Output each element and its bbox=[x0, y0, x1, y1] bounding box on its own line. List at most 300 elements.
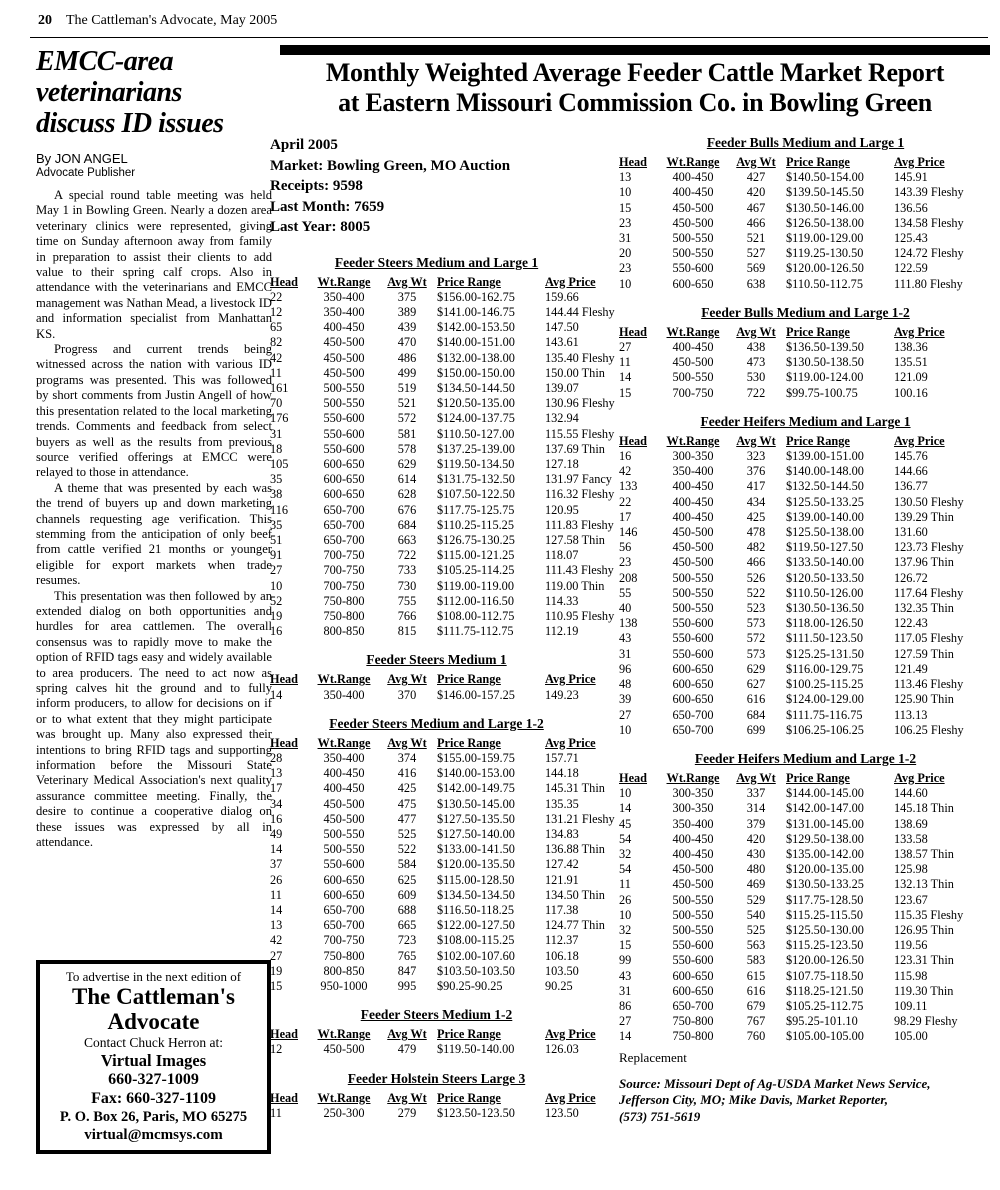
table-cell: 700-750 bbox=[323, 563, 365, 578]
table-cell: $120.50-135.00 bbox=[437, 396, 515, 411]
report-right-column bbox=[619, 135, 992, 1134]
ad-title-line1: The Cattleman's bbox=[72, 984, 235, 1009]
table-row bbox=[270, 396, 603, 411]
table-cell: 139.07 bbox=[545, 380, 579, 395]
table-cell: 19 bbox=[270, 963, 283, 978]
table-cell: $134.50-134.50 bbox=[437, 887, 515, 902]
table-cell: $107.50-122.50 bbox=[437, 487, 515, 502]
page-number: 20 bbox=[38, 13, 52, 28]
table-row bbox=[619, 631, 992, 646]
table-cell: 400-450 bbox=[323, 320, 365, 335]
table-cell: 522 bbox=[746, 585, 766, 600]
table-cell: 478 bbox=[746, 525, 766, 540]
table-cell: $132.00-138.00 bbox=[437, 350, 515, 365]
table-row bbox=[619, 877, 992, 892]
table-cell: 650-700 bbox=[672, 707, 714, 722]
table-row bbox=[270, 381, 603, 396]
table-cell: 133.58 bbox=[894, 831, 928, 846]
table-row bbox=[270, 766, 603, 781]
table-title: Feeder Steers Medium and Large 1 bbox=[334, 254, 539, 270]
table-cell: 350-400 bbox=[672, 464, 714, 479]
table-cell: 800-850 bbox=[323, 963, 365, 978]
table-cell: 581 bbox=[397, 426, 417, 441]
table-row bbox=[270, 351, 603, 366]
table-cell: 116.32 Fleshy bbox=[545, 487, 615, 502]
table-header-row bbox=[619, 771, 992, 786]
ad-fax-number: Fax: 660-327-1109 bbox=[91, 1090, 216, 1107]
table-cell: 522 bbox=[397, 842, 417, 857]
table-cell: 500-550 bbox=[323, 380, 365, 395]
article-title bbox=[36, 46, 272, 139]
table-cell: 600-650 bbox=[672, 692, 714, 707]
table-cell: 117.38 bbox=[545, 903, 579, 918]
table-cell: 614 bbox=[397, 472, 417, 487]
table-cell: 450-500 bbox=[672, 200, 714, 215]
table-cell: 54 bbox=[619, 831, 632, 846]
table-cell: 663 bbox=[397, 532, 417, 547]
table-cell: 127.59 Thin bbox=[894, 646, 954, 661]
text-line: Last Year: 8005 bbox=[270, 219, 371, 235]
text-line: Jefferson City, MO; Mike Davis, Market Reporter, bbox=[619, 1092, 889, 1108]
table-cell: 115.55 Fleshy bbox=[545, 426, 615, 441]
column-header: Avg Price bbox=[545, 735, 596, 750]
table-cell: $144.00-145.00 bbox=[786, 786, 864, 801]
table-cell: 314 bbox=[746, 801, 766, 816]
table-cell: 450-500 bbox=[323, 796, 365, 811]
table-header-row bbox=[619, 325, 992, 340]
table-row bbox=[619, 170, 992, 185]
column-header: Avg Price bbox=[894, 324, 945, 339]
table-cell: $102.00-107.60 bbox=[437, 948, 515, 963]
table-cell: 15 bbox=[619, 938, 632, 953]
ad-intro-text: To advertise in the next edition of bbox=[65, 969, 242, 984]
table-cell: $130.50-136.50 bbox=[786, 601, 864, 616]
table-cell: 112.19 bbox=[545, 624, 579, 639]
table-cell: 400-450 bbox=[323, 766, 365, 781]
market-table bbox=[270, 715, 615, 994]
table-row bbox=[270, 979, 603, 994]
table-cell: 131.21 Fleshy bbox=[545, 811, 615, 826]
table-cell: 133 bbox=[619, 479, 638, 494]
report-title-line1: Monthly Weighted Average Feeder Cattle Market Report bbox=[325, 58, 945, 87]
article-paragraph: This presentation was then followed by an extended dialog on both opportunities and hurdles for area cattlemen. The overall consensus was to rapidly move to make the option of RFID tags easy and widely available to area producers. The need to act now as spring calves hit the ground and to fully inform producers, to allow for decisions on if or to what extent that they might participate was brought up. Many also expressed their intentions to bring RFID tags and supporting information before the Missouri State Veterinary Medical Association's next quality assurance committee meeting. Finally, the desire to continue a cooperative dialog on these issues was expressed by all in attendance. bbox=[36, 588, 272, 850]
table-cell: 600-650 bbox=[323, 456, 365, 471]
table-cell: 150.00 Thin bbox=[545, 365, 605, 380]
table-row bbox=[270, 503, 603, 518]
table-cell: 527 bbox=[746, 246, 766, 261]
table-cell: 134.58 Fleshy bbox=[894, 215, 964, 230]
table-cell: $119.00-129.00 bbox=[786, 231, 864, 246]
table-cell: 145.31 Thin bbox=[545, 781, 605, 796]
article-title-line: veterinarians bbox=[36, 77, 182, 108]
table-row bbox=[619, 847, 992, 862]
table-cell: 111.80 Fleshy bbox=[894, 276, 963, 291]
table-row bbox=[619, 616, 992, 631]
ad-title-line2: Advocate bbox=[107, 1008, 200, 1034]
table-cell: 600-650 bbox=[323, 872, 365, 887]
table-cell: 14 bbox=[619, 801, 632, 816]
table-cell: 529 bbox=[746, 892, 766, 907]
table-cell: 500-550 bbox=[672, 907, 714, 922]
table-cell: 450-500 bbox=[323, 335, 365, 350]
table-cell: $140.00-151.00 bbox=[437, 335, 515, 350]
table-cell: 733 bbox=[397, 563, 417, 578]
table-cell: 115.35 Fleshy bbox=[894, 907, 964, 922]
table-cell: $134.50-144.50 bbox=[437, 380, 515, 395]
column-header: Wt.Range bbox=[317, 1027, 371, 1042]
table-row bbox=[270, 472, 603, 487]
table-cell: 120.95 bbox=[545, 502, 579, 517]
table-cell: 27 bbox=[619, 340, 632, 355]
table-cell: 450-500 bbox=[672, 355, 714, 370]
table-cell: 146 bbox=[619, 525, 638, 540]
article-paragraph: A special round table meeting was held May 1 in Bowling Green. Nearly a dozen area veterinary clinics were represented, giving time on Sunday afternoon away from family in preparation to assist their clients to add value to their spring calf crops. Also in attendance with the veterinarians and EMCC management was Nathan Mead, a livestock ID and information specialist from Manhattan KS. bbox=[36, 188, 272, 341]
table-cell: 600-650 bbox=[323, 472, 365, 487]
replacement-note: Replacement bbox=[619, 1049, 687, 1065]
table-cell: 10 bbox=[270, 578, 283, 593]
table-cell: 23 bbox=[619, 555, 632, 570]
table-cell: 600-650 bbox=[672, 968, 714, 983]
article-paragraph: A theme that was presented by each was the trend of buyers up and down marketing channels requesting age verification. This stemming from the anticipation of only beef from cattle verified 21 months or younger eligible for export markets when trade resumes. bbox=[36, 480, 272, 588]
ad-address: P. O. Box 26, Paris, MO 65275 bbox=[59, 1109, 248, 1125]
table-row bbox=[619, 708, 992, 723]
table-row bbox=[619, 1014, 992, 1029]
table-cell: 115.98 bbox=[894, 968, 928, 983]
table-header-row bbox=[270, 1027, 603, 1042]
table-row bbox=[270, 827, 603, 842]
table-cell: $156.00-162.75 bbox=[437, 289, 515, 304]
text-line: (573) 751-5619 bbox=[619, 1108, 701, 1124]
table-cell: $119.50-134.50 bbox=[437, 456, 515, 471]
table-row bbox=[270, 888, 603, 903]
column-header: Head bbox=[619, 155, 648, 169]
table-cell: 540 bbox=[746, 907, 766, 922]
table-cell: 136.77 bbox=[894, 479, 928, 494]
table-cell: 350-400 bbox=[323, 687, 365, 702]
table-cell: 722 bbox=[746, 385, 766, 400]
table-cell: 145.18 Thin bbox=[894, 801, 954, 816]
table-cell: $110.50-112.75 bbox=[786, 276, 863, 291]
table-cell: 125.43 bbox=[894, 231, 928, 246]
table-cell: 323 bbox=[746, 449, 766, 464]
table-cell: 500-550 bbox=[323, 827, 365, 841]
table-cell: $137.25-139.00 bbox=[437, 441, 515, 456]
table-cell: 450-500 bbox=[672, 525, 714, 540]
table-cell: 42 bbox=[270, 933, 283, 948]
data-table bbox=[619, 155, 992, 292]
column-header: Head bbox=[270, 1027, 299, 1042]
table-cell: 116 bbox=[270, 502, 288, 517]
text-line: Receipts: 9598 bbox=[270, 178, 363, 194]
report-body bbox=[270, 135, 992, 1134]
table-row bbox=[619, 969, 992, 984]
table-cell: 550-600 bbox=[323, 426, 365, 441]
table-cell: 90.25 bbox=[545, 979, 573, 994]
table-cell: 14 bbox=[270, 842, 283, 857]
table-cell: 300-350 bbox=[672, 801, 714, 816]
market-table bbox=[270, 254, 615, 640]
table-cell: 124.77 Thin bbox=[545, 918, 605, 933]
table-cell: 123.50 bbox=[545, 1105, 579, 1120]
table-cell: 600-650 bbox=[323, 487, 365, 502]
table-cell: 525 bbox=[746, 922, 766, 937]
table-cell: $125.25-131.50 bbox=[786, 646, 864, 661]
table-cell: 43 bbox=[619, 631, 632, 646]
table-row bbox=[619, 586, 992, 601]
column-header: Head bbox=[619, 770, 648, 785]
table-cell: 49 bbox=[270, 827, 283, 841]
data-table bbox=[270, 672, 603, 702]
table-cell: 417 bbox=[746, 479, 766, 494]
table-cell: $129.50-138.00 bbox=[786, 831, 864, 846]
table-row bbox=[619, 201, 992, 216]
table-cell: 11 bbox=[619, 355, 631, 370]
market-info-block bbox=[270, 135, 603, 238]
table-cell: $120.00-135.50 bbox=[437, 857, 515, 872]
table-cell: 144.60 bbox=[894, 786, 928, 801]
table-cell: 480 bbox=[746, 862, 766, 877]
ad-company-name: Virtual Images bbox=[100, 1051, 207, 1070]
table-cell: 600-650 bbox=[672, 983, 714, 998]
table-cell: 16 bbox=[270, 624, 283, 639]
table-cell: 699 bbox=[746, 722, 766, 737]
table-cell: $119.25-130.50 bbox=[786, 246, 864, 261]
table-cell: $105.25-112.75 bbox=[786, 998, 864, 1013]
table-cell: 400-450 bbox=[672, 831, 714, 846]
table-cell: 134.50 Thin bbox=[545, 887, 605, 902]
table-cell: 750-800 bbox=[323, 593, 365, 608]
right-tables-container bbox=[619, 135, 992, 1045]
table-cell: 22 bbox=[619, 494, 632, 509]
market-report-section bbox=[270, 45, 992, 1134]
table-cell: $105.25-114.25 bbox=[437, 563, 515, 578]
table-cell: 176 bbox=[270, 411, 289, 426]
table-cell: 629 bbox=[397, 456, 417, 471]
table-cell: 123.67 bbox=[894, 892, 928, 907]
table-cell: 700-750 bbox=[323, 933, 365, 948]
table-cell: 450-500 bbox=[323, 1042, 365, 1057]
table-cell: 136.56 bbox=[894, 200, 928, 215]
table-cell: 11 bbox=[270, 365, 282, 380]
table-cell: 760 bbox=[746, 1029, 766, 1044]
column-header: Head bbox=[270, 672, 299, 687]
table-cell: 450-500 bbox=[323, 350, 365, 365]
table-cell: $126.50-138.00 bbox=[786, 215, 864, 230]
byline: By JON ANGEL bbox=[36, 151, 128, 166]
column-header: Wt.Range bbox=[666, 155, 720, 169]
table-cell: 550-600 bbox=[323, 857, 365, 872]
table-cell: 32 bbox=[619, 922, 632, 937]
column-header: Price Range bbox=[786, 433, 850, 448]
table-cell: 112.37 bbox=[545, 933, 579, 948]
table-row bbox=[270, 964, 603, 979]
table-row bbox=[619, 386, 992, 401]
table-cell: 767 bbox=[746, 1014, 766, 1029]
table-cell: 82 bbox=[270, 335, 283, 350]
table-cell: 563 bbox=[746, 938, 766, 953]
table-cell: 519 bbox=[397, 380, 417, 395]
table-row bbox=[270, 290, 603, 305]
table-cell: 56 bbox=[619, 540, 632, 555]
table-row bbox=[619, 555, 992, 570]
column-header: Head bbox=[270, 1090, 299, 1105]
table-cell: 136.88 Thin bbox=[545, 842, 605, 857]
table-cell: 132.94 bbox=[545, 411, 579, 426]
table-cell: 157.71 bbox=[545, 750, 579, 765]
table-cell: 400-450 bbox=[672, 494, 714, 509]
table-cell: 137.96 Thin bbox=[894, 555, 954, 570]
table-cell: 615 bbox=[746, 968, 766, 983]
column-header: Wt.Range bbox=[317, 1090, 371, 1105]
table-cell: $142.00-149.75 bbox=[437, 781, 515, 796]
table-cell: $120.00-135.00 bbox=[786, 862, 864, 877]
table-cell: 625 bbox=[397, 872, 417, 887]
table-cell: $118.25-121.50 bbox=[786, 983, 864, 998]
source-attribution bbox=[619, 1076, 992, 1126]
table-cell: $123.50-123.50 bbox=[437, 1105, 515, 1120]
table-cell: $120.00-126.50 bbox=[786, 261, 864, 276]
table-row bbox=[619, 786, 992, 801]
table-cell: $116.50-118.25 bbox=[437, 903, 514, 918]
table-cell: 119.00 Thin bbox=[545, 578, 605, 593]
column-header: Price Range bbox=[437, 672, 501, 687]
table-cell: 12 bbox=[270, 1042, 283, 1057]
market-table bbox=[619, 751, 992, 1045]
table-title: Feeder Steers Medium and Large 1-2 bbox=[329, 715, 544, 731]
table-cell: 486 bbox=[397, 350, 417, 365]
table-cell: 376 bbox=[746, 464, 766, 479]
table-cell: $130.50-138.50 bbox=[786, 355, 864, 370]
table-cell: 430 bbox=[746, 846, 766, 861]
table-cell: 13 bbox=[270, 918, 283, 933]
table-cell: 477 bbox=[397, 811, 417, 826]
table-cell: 45 bbox=[619, 816, 632, 831]
article-paragraph: Progress and current trends being witnessed across the nation with various ID programs was presented. This was followed by short comments from Justin Angell of how this presentation related to the local marketing trends. Comments and feedback from select buyers as well as the results from previous source verified offerings at EMCC were relayed to those in attendance. bbox=[36, 342, 272, 480]
table-header-row bbox=[270, 275, 603, 290]
table-cell: $119.50-127.50 bbox=[786, 540, 864, 555]
table-cell: $139.50-145.50 bbox=[786, 185, 864, 200]
table-cell: $126.75-130.25 bbox=[437, 532, 515, 547]
table-cell: 550-600 bbox=[323, 411, 365, 426]
table-cell: 550-600 bbox=[672, 616, 714, 631]
column-header: Price Range bbox=[786, 155, 850, 169]
table-cell: 300-350 bbox=[672, 786, 714, 801]
market-table bbox=[270, 652, 603, 702]
table-cell: 15 bbox=[619, 200, 632, 215]
table-row bbox=[619, 277, 992, 292]
table-cell: 144.44 Fleshy bbox=[545, 304, 615, 319]
table-cell: 700-750 bbox=[323, 548, 365, 563]
table-cell: 11 bbox=[619, 877, 631, 892]
table-title: Feeder Bulls Medium and Large 1-2 bbox=[701, 304, 910, 320]
table-cell: 10 bbox=[619, 722, 632, 737]
table-cell: 10 bbox=[619, 276, 632, 291]
table-cell: 500-550 bbox=[323, 842, 365, 857]
column-header: Avg Price bbox=[894, 770, 945, 785]
table-cell: 11 bbox=[270, 887, 282, 902]
table-cell: 14 bbox=[619, 1029, 632, 1044]
table-cell: 995 bbox=[397, 979, 417, 994]
table-cell: 450-500 bbox=[672, 555, 714, 570]
table-cell: 138.69 bbox=[894, 816, 928, 831]
table-cell: 400-450 bbox=[672, 846, 714, 861]
publication-name: The Cattleman's Advocate, May 2005 bbox=[66, 13, 278, 28]
table-cell: 23 bbox=[619, 261, 632, 276]
table-cell: 27 bbox=[619, 1014, 632, 1029]
column-header: Avg Wt bbox=[736, 770, 776, 785]
table-cell: 569 bbox=[746, 261, 766, 276]
table-cell: 149.23 bbox=[545, 687, 579, 702]
column-header: Avg Wt bbox=[736, 155, 776, 169]
table-cell: 572 bbox=[397, 411, 417, 426]
column-header: Price Range bbox=[437, 1027, 501, 1042]
table-cell: 573 bbox=[746, 616, 766, 631]
table-cell: 135.40 Fleshy bbox=[545, 350, 615, 365]
table-cell: 500-550 bbox=[672, 231, 714, 246]
table-cell: $140.00-153.00 bbox=[437, 766, 515, 781]
table-row bbox=[270, 533, 603, 548]
table-cell: $124.00-129.00 bbox=[786, 692, 864, 707]
table-cell: 19 bbox=[270, 608, 283, 623]
table-row bbox=[619, 355, 992, 370]
table-header-row bbox=[270, 736, 603, 751]
table-cell: 600-650 bbox=[672, 276, 714, 291]
column-header: Avg Price bbox=[545, 672, 596, 687]
table-cell: 143.39 Fleshy bbox=[894, 185, 964, 200]
report-title bbox=[280, 58, 990, 118]
column-header: Head bbox=[619, 433, 648, 448]
table-cell: $111.75-112.75 bbox=[437, 624, 514, 639]
table-cell: 113.46 Fleshy bbox=[894, 677, 964, 692]
table-cell: 35 bbox=[270, 517, 283, 532]
table-row bbox=[619, 984, 992, 999]
table-cell: 132.13 Thin bbox=[894, 877, 954, 892]
table-cell: 800-850 bbox=[323, 624, 365, 639]
table-cell: $111.50-123.50 bbox=[786, 631, 863, 646]
table-cell: 450-500 bbox=[672, 540, 714, 555]
table-header-row bbox=[619, 155, 992, 170]
table-row bbox=[619, 525, 992, 540]
table-cell: $142.00-153.50 bbox=[437, 320, 515, 335]
table-row bbox=[270, 487, 603, 502]
table-cell: 27 bbox=[270, 563, 283, 578]
table-cell: 147.50 bbox=[545, 320, 579, 335]
table-cell: 650-700 bbox=[323, 903, 365, 918]
table-row bbox=[619, 479, 992, 494]
table-cell: $140.50-154.00 bbox=[786, 170, 864, 185]
table-cell: 26 bbox=[270, 872, 283, 887]
table-header-row bbox=[619, 434, 992, 449]
column-header: Avg Price bbox=[545, 1027, 596, 1042]
table-cell: 847 bbox=[397, 963, 417, 978]
table-cell: $116.00-129.75 bbox=[786, 661, 864, 676]
table-cell: 815 bbox=[397, 624, 417, 639]
table-cell: 473 bbox=[746, 355, 766, 370]
table-cell: $95.25-101.10 bbox=[786, 1014, 858, 1029]
advertisement-box bbox=[36, 960, 271, 1154]
table-title: Feeder Heifers Medium and Large 1-2 bbox=[694, 750, 917, 766]
table-row bbox=[270, 609, 603, 624]
table-row bbox=[619, 662, 992, 677]
table-cell: 572 bbox=[746, 631, 766, 646]
article-title-line: discuss ID issues bbox=[36, 108, 224, 139]
table-cell: 500-550 bbox=[672, 892, 714, 907]
table-cell: $115.25-115.50 bbox=[786, 907, 863, 922]
table-cell: 765 bbox=[397, 948, 417, 963]
table-row bbox=[270, 579, 603, 594]
table-cell: 139.29 Thin bbox=[894, 509, 954, 524]
column-header: Price Range bbox=[437, 735, 501, 750]
